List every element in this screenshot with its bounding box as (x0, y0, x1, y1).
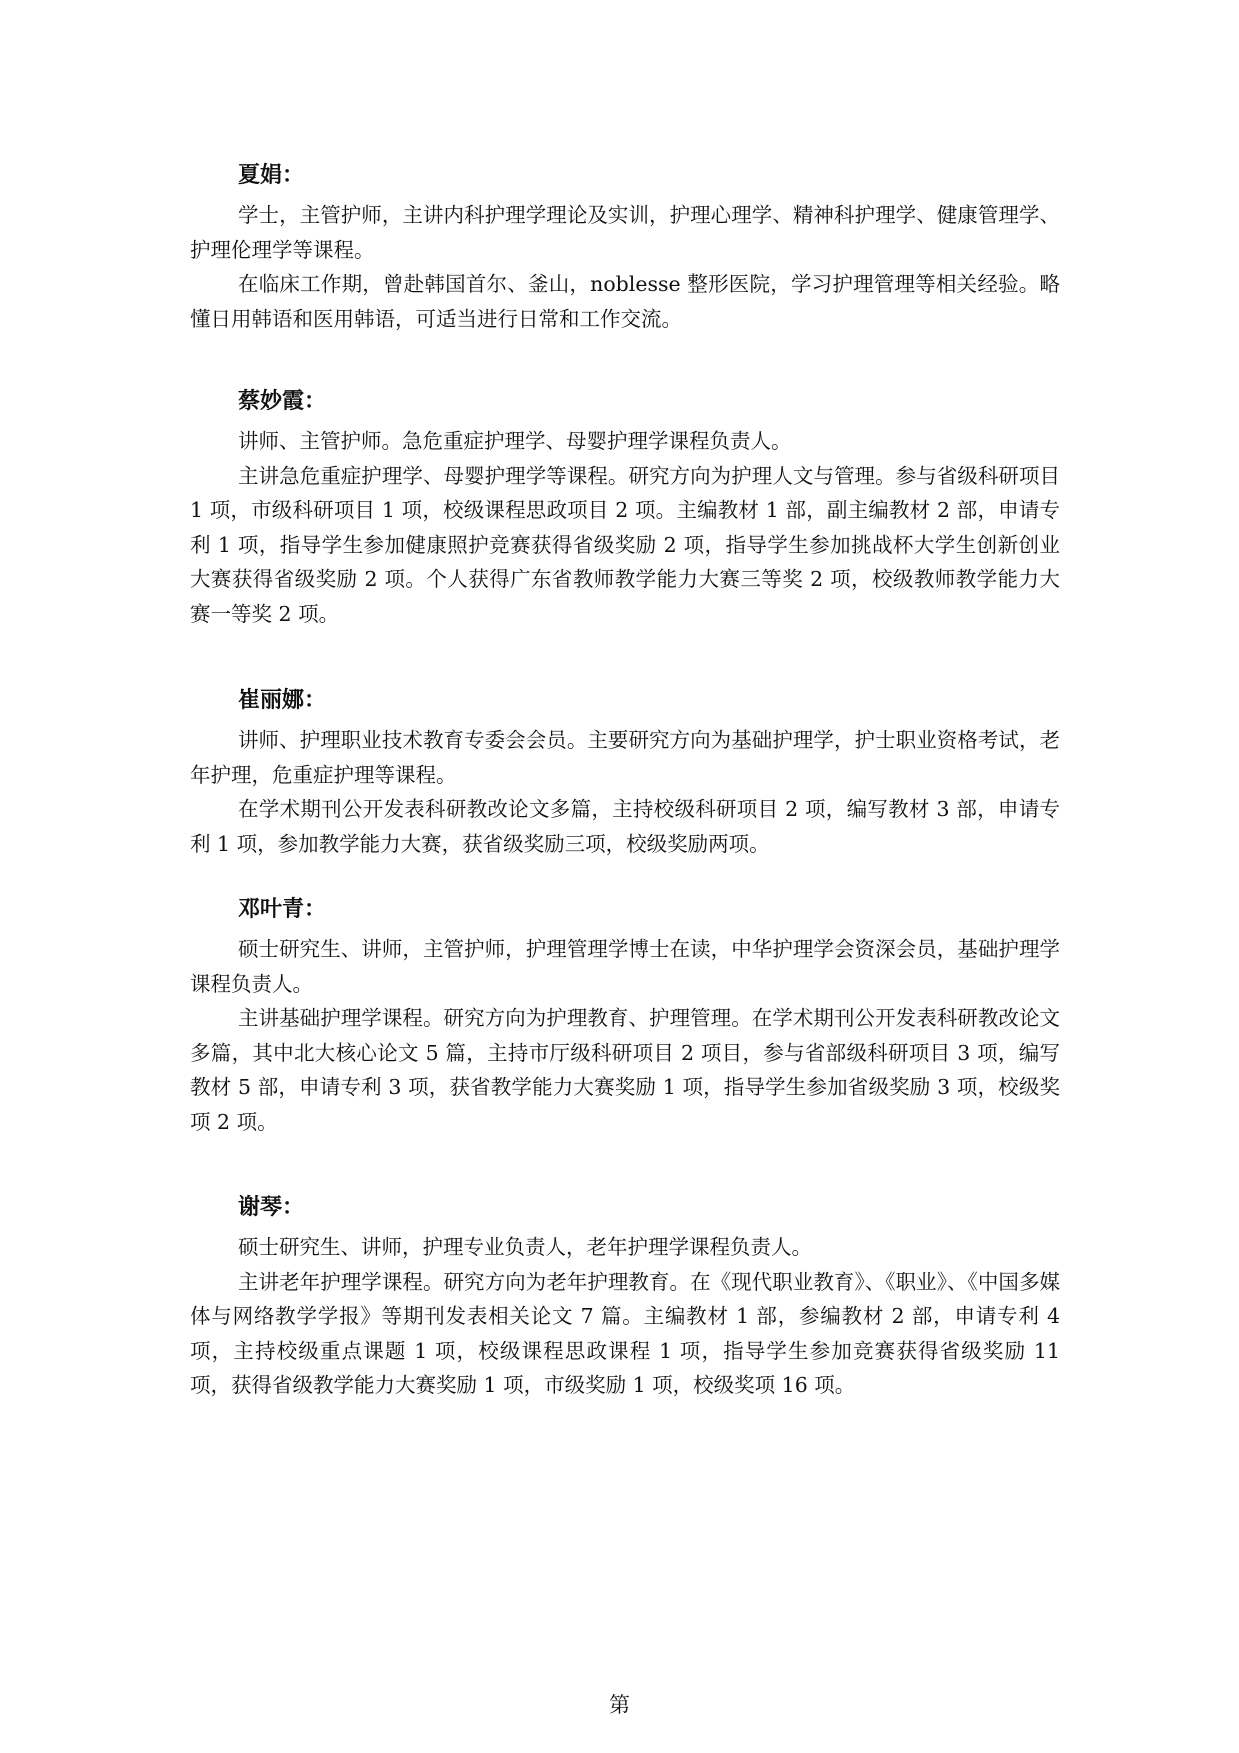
profile-name: 崔丽娜： (238, 688, 327, 713)
profile-cai-miaoxia (190, 384, 1060, 631)
profile-paragraph: 讲师、主管护师。急危重症护理学、母婴护理学课程负责人。 (238, 429, 792, 453)
profile-paragraph: 在学术期刊公开发表科研教改论文多篇，主持校级科研项目 2 项，编写教材 3 部，申请专利 1 项，参加教学能力大赛，获省级奖励三项，校级奖励两项。 (190, 797, 1060, 856)
profile-paragraph: 讲师、护理职业技术教育专委会会员。主要研究方向为基础护理学，护士职业资格考试，老年护理，危重症护理等课程。 (190, 728, 1060, 787)
page-number-label: 第 (609, 1693, 630, 1717)
profile-xia-juan (190, 158, 1060, 336)
profile-paragraph: 主讲老年护理学课程。研究方向为老年护理教育。在《现代职业教育》、《职业》、《中国多媒体与网络教学学报》等期刊发表相关论文 7 篇。主编教材 1 部，参编教材 2 部，申请专利 4 项，主持校级重点课题 1 项，校级课程思政课程 1 项，指导学生参加竞赛获得省级奖励 11 项，获得省级教学能力大赛奖励 1 项，市级奖励 1 项，校级奖项 16 项。 (190, 1269, 1060, 1397)
profile-name: 蔡妙霞： (238, 389, 327, 414)
profile-xie-qin (190, 1190, 1060, 1403)
profile-name: 谢琴： (238, 1195, 305, 1220)
page-footer (0, 1690, 1239, 1720)
profile-paragraph: 硕士研究生、讲师，主管护师，护理管理学博士在读，中华护理学会资深会员，基础护理学课程负责人。 (190, 937, 1060, 996)
profile-paragraph: 主讲急危重症护理学、母婴护理学等课程。研究方向为护理人文与管理。参与省级科研项目 1 项，市级科研项目 1 项，校级课程思政项目 2 项。主编教材 1 部，副主编教材 2 部，申请专利 1 项，指导学生参加健康照护竞赛获得省级奖励 2 项，指导学生参加挑战杯大学生创新创业大赛获得省级奖励 2 项。个人获得广东省教师教学能力大赛三等奖 2 项，校级教师教学能力大赛一等奖 2 项。 (190, 463, 1060, 626)
profile-name: 夏娟： (238, 163, 305, 188)
profile-paragraph: 在临床工作期，曾赴韩国首尔、釜山，noblesse 整形医院，学习护理管理等相关经验。略懂日用韩语和医用韩语，可适当进行日常和工作交流。 (190, 272, 1060, 331)
profile-paragraph: 硕士研究生、讲师，护理专业负责人，老年护理学课程负责人。 (238, 1235, 812, 1259)
profile-paragraph: 主讲基础护理学课程。研究方向为护理教育、护理管理。在学术期刊公开发表科研教改论文多篇，其中北大核心论文 5 篇，主持市厅级科研项目 2 项目，参与省部级科研项目 3 项，编写教材 5 部，申请专利 3 项，获省教学能力大赛奖励 1 项，指导学生参加省级奖励 3 项，校级奖项 2 项。 (190, 1006, 1060, 1134)
profile-name: 邓叶青： (238, 897, 327, 922)
profile-deng-yeqing (190, 892, 1060, 1139)
profile-cui-lina (190, 683, 1060, 861)
profile-paragraph: 学士，主管护师，主讲内科护理学理论及实训，护理心理学、精神科护理学、健康管理学、护理伦理学等课程。 (190, 203, 1060, 262)
